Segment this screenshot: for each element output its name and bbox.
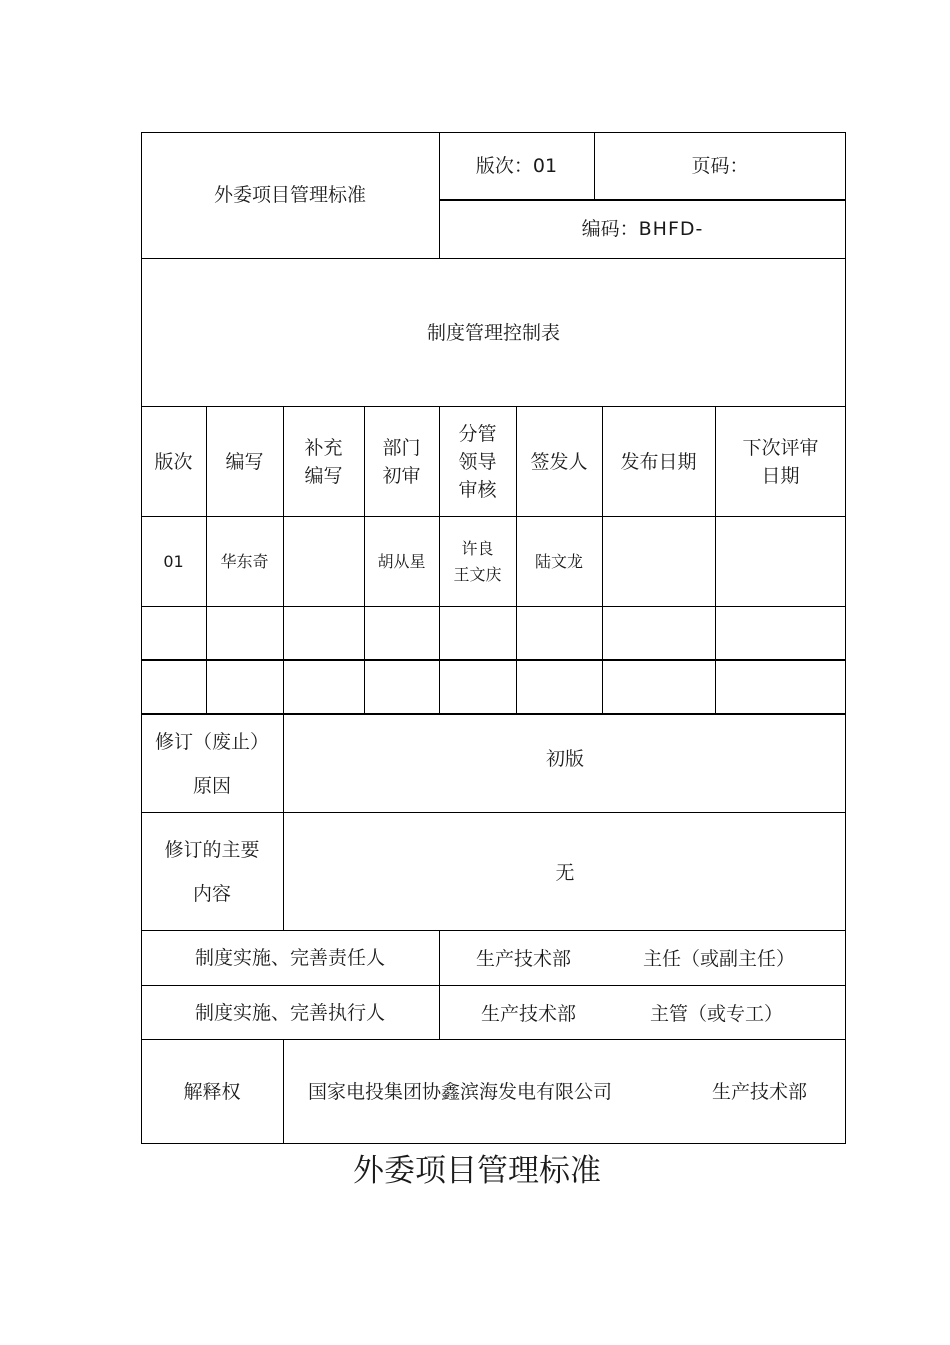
- col-header-line: 审核: [458, 478, 497, 501]
- interpretation-dept: 生产技术部: [712, 1081, 808, 1103]
- col-header-version: 版次: [154, 450, 193, 473]
- col-header-line: 领导: [458, 450, 497, 473]
- version-field: [439, 132, 594, 199]
- label-line: 修订（废止）: [154, 730, 269, 753]
- revision-reason-value: 初版: [545, 748, 584, 770]
- col-header-leader-review: [439, 407, 516, 516]
- cell-leader-review-name: 许良: [461, 538, 494, 558]
- label-line: 修订的主要: [164, 838, 260, 861]
- code-label: 编码：: [581, 218, 639, 240]
- executor-role: 主管（或专工）: [650, 1003, 784, 1025]
- cell-publish-date: [602, 517, 715, 606]
- col-header-line: 初审: [382, 464, 421, 487]
- col-header-line: 日期: [761, 464, 800, 487]
- cell-dept-review: 胡从星: [377, 551, 426, 571]
- col-header-line: 下次评审: [742, 436, 819, 459]
- col-header-line: 补充: [304, 436, 343, 459]
- cell-issuer: 陆文龙: [534, 551, 583, 571]
- version-value: 01: [532, 154, 558, 177]
- divider: [283, 1039, 284, 1144]
- code-value: BHFD-: [638, 218, 704, 240]
- col-header-author: 编写: [225, 450, 264, 473]
- cell-author: 华东奇: [220, 551, 269, 571]
- interpretation-label: 解释权: [183, 1081, 241, 1103]
- col-header-line: 编写: [304, 464, 343, 487]
- header-title: 外委项目管理标准: [213, 184, 366, 206]
- col-header-publish-date: 发布日期: [620, 450, 697, 473]
- page-field: [594, 132, 846, 199]
- cell-leader-review-name: 王文庆: [453, 564, 502, 584]
- revision-reason-label: [141, 715, 283, 812]
- version-label: 版次：: [475, 154, 533, 177]
- col-header-dept-review: [364, 407, 439, 516]
- executor-dept: 生产技术部: [481, 1003, 577, 1025]
- interpretation-company: 国家电投集团协鑫滨海发电有限公司: [308, 1081, 613, 1103]
- col-header-line: 部门: [382, 436, 421, 459]
- divider: [141, 606, 846, 607]
- responsible-dept: 生产技术部: [476, 948, 572, 970]
- executor-label: 制度实施、完善执行人: [194, 1001, 385, 1024]
- col-header-line: 分管: [458, 422, 497, 445]
- col-header-issuer: 签发人: [530, 450, 588, 473]
- page-label: 页码：: [691, 154, 749, 177]
- control-table-title: 制度管理控制表: [426, 321, 560, 344]
- col-header-next-review: [715, 407, 846, 516]
- col-header-supplement: [283, 407, 364, 516]
- label-line: 内容: [192, 882, 231, 905]
- responsible-label: 制度实施、完善责任人: [194, 947, 385, 969]
- divider: [141, 659, 846, 661]
- cell-supplement: [283, 517, 364, 606]
- revision-content-value: 无: [555, 862, 575, 884]
- cell-next-review: [715, 517, 846, 606]
- cell-leader-review: [439, 517, 516, 606]
- cell-version: 01: [163, 551, 184, 571]
- revision-content-label: [141, 813, 283, 930]
- responsible-role: 主任（或副主任）: [643, 948, 796, 970]
- divider: [439, 930, 440, 1040]
- document-title: 外委项目管理标准: [353, 1153, 601, 1189]
- label-line: 原因: [192, 774, 231, 797]
- code-field: [439, 200, 846, 258]
